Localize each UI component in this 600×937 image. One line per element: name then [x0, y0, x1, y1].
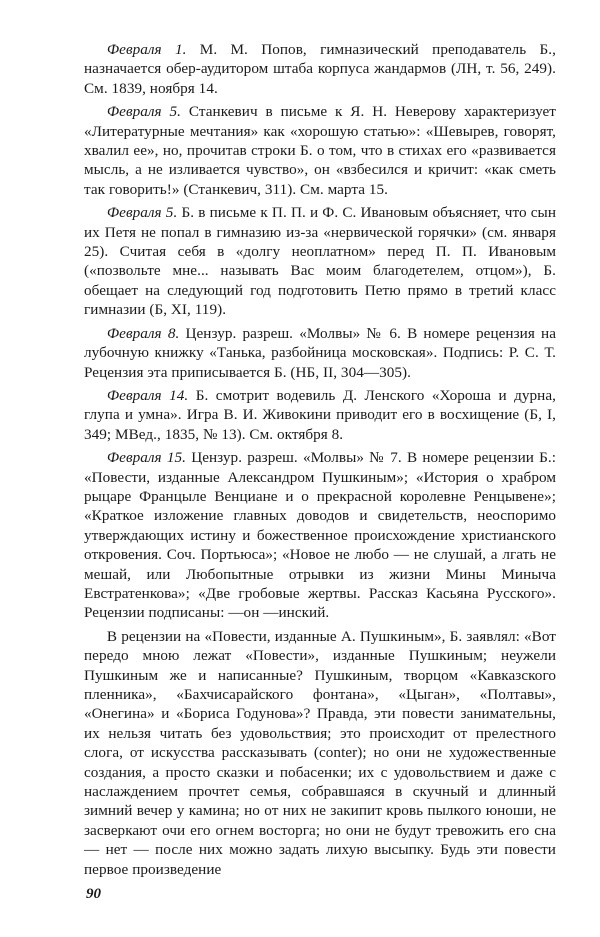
chronicle-entry-feb-5-ivanovs — [84, 203, 556, 319]
entry-text: Станкевич в письме к Я. Н. Неверову характеризует «Литературные мечтания» как «хорошую статью»: «Шевырев, говорят, хвалил ее», но, прочитав строки Б. о том, что в стихах его «развивается мысль, а не изливается чувство», он «взбесился и кричит: «как сметь так говорить!» (Станкевич, 311). См. марта 15. — [84, 103, 556, 198]
entry-text: Б. смотрит водевиль Д. Ленского «Хороша и дурна, глупа и умна». Игра В. И. Живокини приводит его в восхищение (Б, I, 349; МВед., 1835, № 13). См. октября 8. — [84, 386, 556, 443]
chronicle-entry-feb-5-stankevich — [84, 102, 556, 199]
page-number: 90 — [86, 886, 101, 902]
entry-date: Февраля 1. — [106, 41, 187, 58]
entry-date: Февраля 15. — [106, 449, 186, 467]
entry-date: Февраля 14. — [106, 386, 189, 404]
chronicle-entry-feb-8 — [84, 324, 556, 382]
entry-date: Февраля 5. — [106, 103, 182, 121]
entry-text: М. М. Попов, гимназический преподаватель Б., назначается обер-аудитором штаба корпуса жандармов (ЛН, т. 56, 249). См. 1839, ноября 14. — [84, 41, 556, 97]
chronicle-entry-feb-1 — [84, 40, 556, 98]
main-text — [84, 40, 556, 879]
entry-date: Февраля 5. — [106, 204, 178, 222]
review-quote-paragraph — [84, 627, 556, 879]
entry-text: Б. в письме к П. П. и Ф. С. Ивановым объясняет, что сын их Петя не попал в гимназию из-за «нервической горячки» (см. января 25). Считая себя в «долгу неоплатном» перед П. П. Ивановым («позвольте мне... называть Вас моим благодетелем, отцом»), Б. обещает на следующий год подготовить Петю прямо в третий класс гимназии (Б, XI, 119). — [84, 204, 556, 319]
entry-date: Февраля 8. — [106, 324, 180, 342]
chronicle-entry-feb-14 — [84, 386, 556, 444]
entry-text: Цензур. разреш. «Молвы» № 7. В номере рецензии Б.: «Повести, изданные Александром Пушкиным»; «История о храбром рыцаре Францыле Венциане и о прекрасной королевне Ренцывене»; «Краткое изложение главных доводов и свидетельств, неоспоримо утверждающих истину и божественное происхождение христианского откровения. Соч. Портьюса»; «Новое не любо — не слушай, а лгать не мешай, или Любопытные отрывки из жизни Мины Миныча Евстратенкова»; «Две гробовые жертвы. Рассказ Касьяна Русского». Рецензии подписаны: —он —инский. — [84, 449, 557, 622]
chronicle-entry-feb-15 — [84, 448, 556, 623]
paragraph-text: В рецензии на «Повести, изданные А. Пушкиным», Б. заявлял: «Вот передо мною лежат «Повести», изданные Пушкиным; неужели Пушкиным же и написанные? Пушкиным, творцом «Кавказского пленника», «Бахчисарайского фонтана», «Цыган», «Полтавы», «Онегина» и «Бориса Годунова»? Правда, эти повести занимательны, их нельзя читать без удовольствия; это происходит от прелестного слога, от искусства рассказывать (conter); но они не художественные создания, а просто сказки и побасенки; их с удовольствием и даже с наслаждением прочтет семья, собравшаяся в скучный и длинный зимний вечер у камина; но от них не закипит кровь пылкого юноши, не засверкают очи его огнем восторга; но они не будут тревожить его сна — нет — после них можно задать лихую высыпку. Будь эти повести первое произведение — [84, 627, 556, 878]
entry-text: Цензур. разреш. «Молвы» № 6. В номере рецензия на лубочную книжку «Танька, разбойница московская». Подпись: Р. С. Т. Рецензия эта приписывается Б. (НБ, II, 304—305). — [84, 324, 557, 381]
